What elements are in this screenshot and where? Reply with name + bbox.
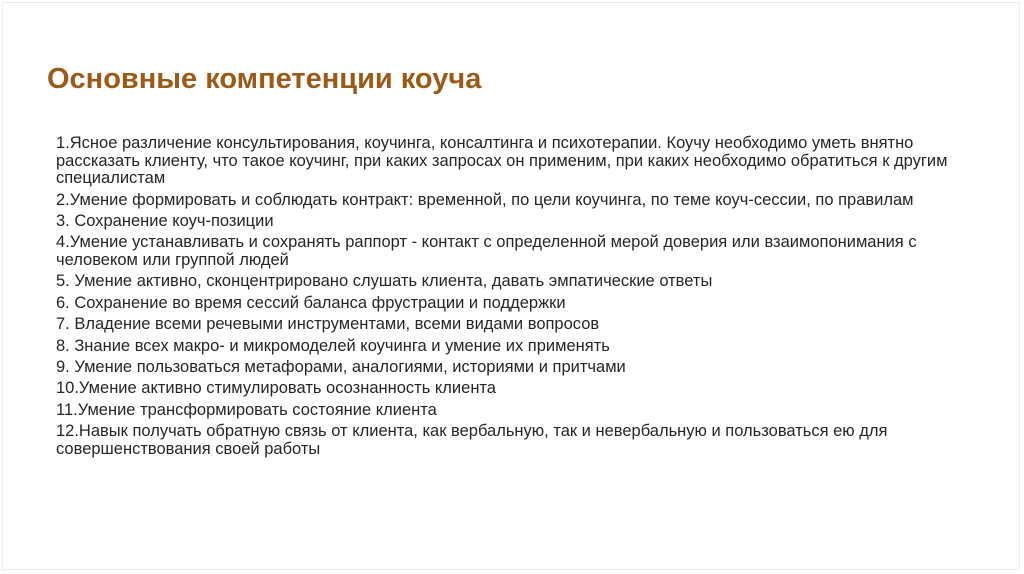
list-item: 7. Владение всеми речевыми инструментами, всеми видами вопросов	[56, 315, 600, 334]
list-item: 3. Сохранение коуч-позиции	[56, 211, 274, 230]
list-item: 8. Знание всех макро- и микромоделей коучинга и умение их применять	[56, 336, 610, 355]
list-item: 11.Умение трансформировать состояние клиента	[56, 400, 437, 419]
competencies-list	[56, 135, 968, 462]
list-item: 2.Умение формировать и соблюдать контракт: временной, по цели коучинга, по теме коуч-сессии, по правилам	[56, 190, 914, 209]
list-item: 10.Умение активно стимулировать осознанность клиента	[56, 379, 496, 398]
list-item: 6. Сохранение во время сессий баланса фрустрации и поддержки	[56, 293, 566, 312]
slide-title: Основные компетенции коуча	[47, 63, 482, 95]
list-item: 12.Навык получать обратную связь от клиента, как вербальную, так и невербальную и пользоваться ею для совершенствования своей работы	[56, 422, 888, 458]
list-item: 1.Ясное различение консультирования, коучинга, консалтинга и психотерапии. Коучу необходимо уметь внятно рассказать клиенту, что такое коучинг, при каких запросах он применим, при каких необходимо обратиться к другим специалистам	[56, 134, 948, 188]
list-item: 5. Умение активно, сконцентрировано слушать клиента, давать эмпатические ответы	[56, 272, 713, 291]
list-item: 9. Умение пользоваться метафорами, аналогиями, историями и притчами	[56, 357, 626, 376]
list-item: 4.Умение устанавливать и сохранять раппорт - контакт с определенной мерой доверия или взаимопонимания с человеком или группой людей	[56, 233, 917, 269]
